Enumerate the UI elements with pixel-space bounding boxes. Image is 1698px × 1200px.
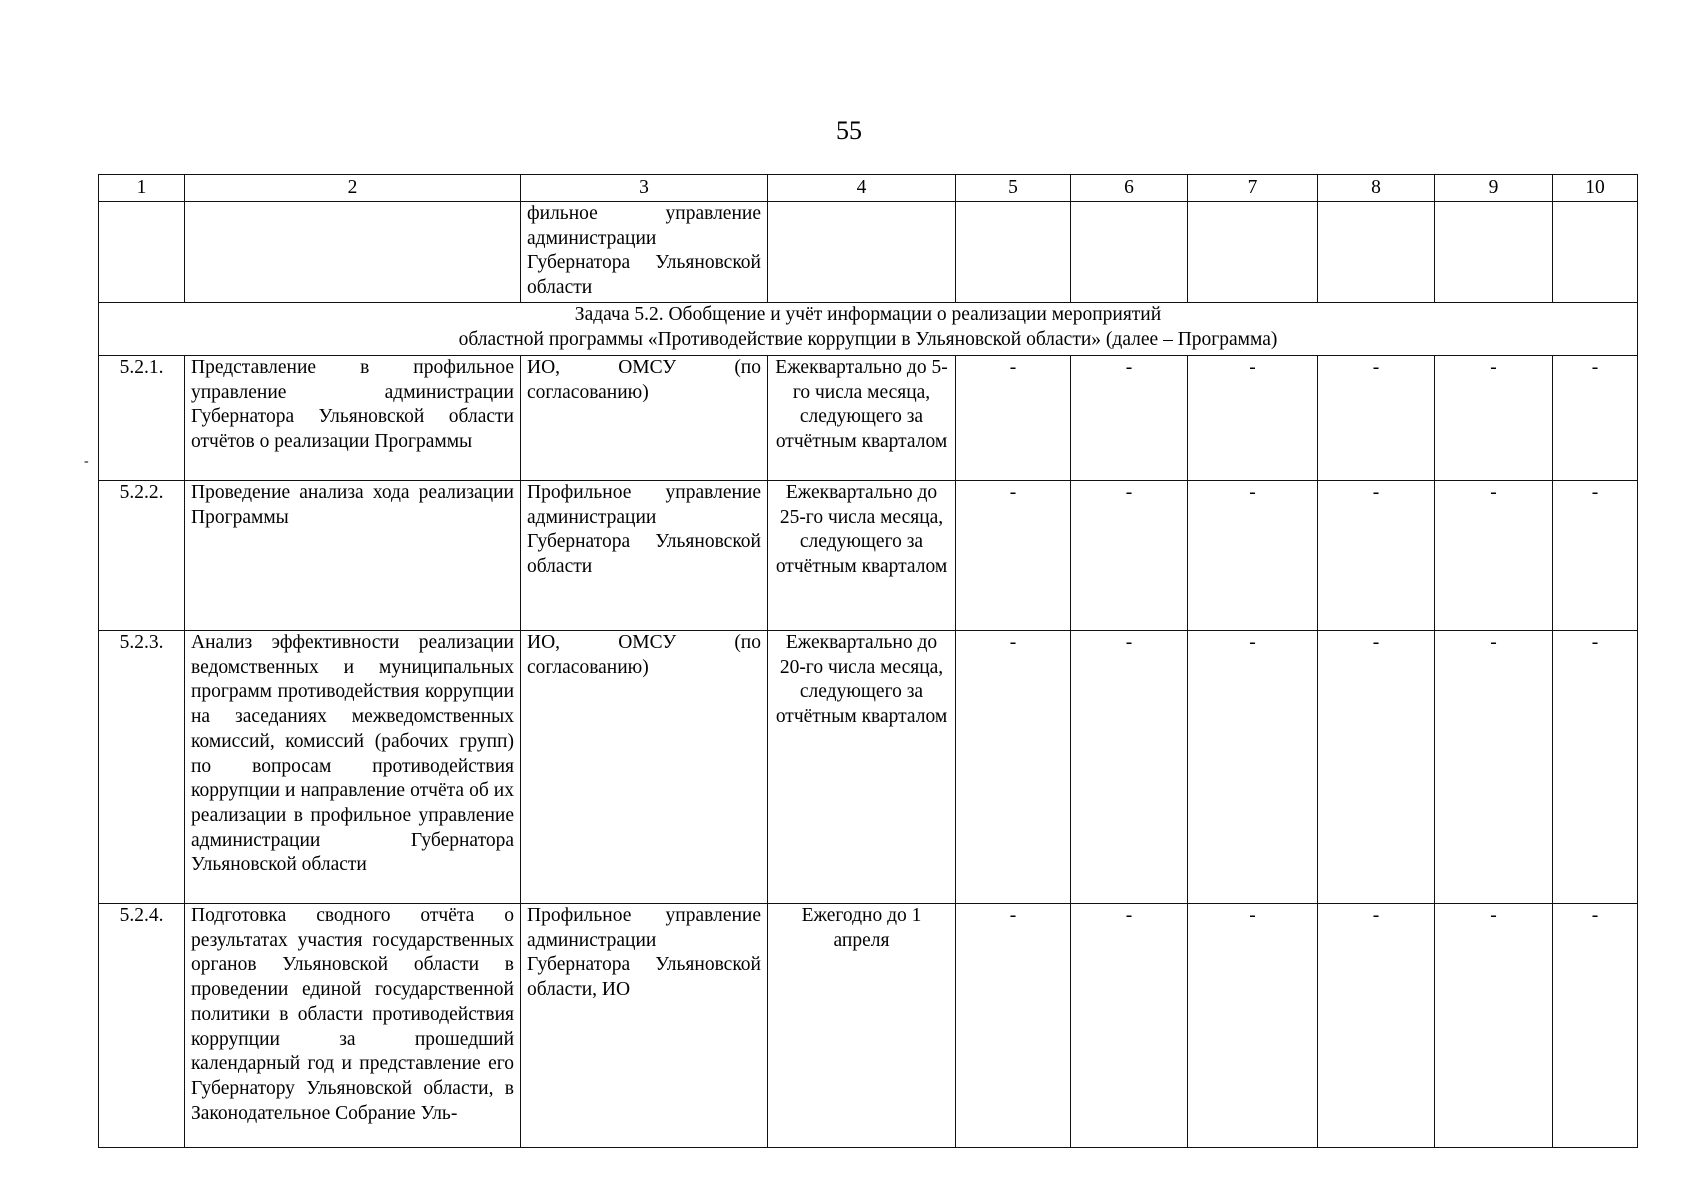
table-cell <box>1553 202 1638 303</box>
value-cell: - <box>956 356 1071 481</box>
table-cell <box>956 202 1071 303</box>
executor-cell: ИО, ОМСУ (по согласованию) <box>521 356 768 481</box>
executor-cell: фильное управление администрации Губернатора Ульяновской области <box>521 202 768 303</box>
value-cell: - <box>956 481 1071 631</box>
column-number-cell: 5 <box>956 175 1071 202</box>
executor-cell: Профильное управление администрации Губернатора Ульяновской области <box>521 481 768 631</box>
table-row <box>99 356 1638 481</box>
value-cell: - <box>1188 631 1318 904</box>
column-number-header-row <box>99 175 1638 202</box>
deadline-cell: Ежеквартально до 5-го числа месяца, следующего за отчётным кварталом <box>768 356 956 481</box>
column-number-cell: 9 <box>1435 175 1553 202</box>
column-number-cell: 3 <box>521 175 768 202</box>
value-cell: - <box>1435 631 1553 904</box>
value-cell: - <box>1071 631 1188 904</box>
value-cell: - <box>1553 631 1638 904</box>
column-number-cell: 6 <box>1071 175 1188 202</box>
page-number: 55 <box>836 116 862 145</box>
value-cell: - <box>1318 631 1435 904</box>
table-row <box>99 904 1638 1148</box>
row-number: 5.2.1. <box>99 356 185 481</box>
value-cell: - <box>1318 481 1435 631</box>
table-row <box>99 631 1638 904</box>
table-cell <box>1435 202 1553 303</box>
value-cell: - <box>1553 481 1638 631</box>
value-cell: - <box>956 904 1071 1148</box>
task-heading-line: областной программы «Противодействие коррупции в Ульяновской области» (далее – Программа) <box>458 328 1278 350</box>
task-heading-row <box>99 303 1638 356</box>
table-row <box>99 481 1638 631</box>
value-cell: - <box>1318 356 1435 481</box>
activity-cell: Проведение анализа хода реализации Программы <box>185 481 521 631</box>
scan-speck: - <box>84 454 89 469</box>
deadline-cell: Ежегодно до 1 апреля <box>768 904 956 1148</box>
column-number-cell: 1 <box>99 175 185 202</box>
task-heading-line: Задача 5.2. Обобщение и учёт информации о реализации мероприятий <box>574 304 1162 325</box>
deadline-cell: Ежеквартально до 20-го числа месяца, следующего за отчётным кварталом <box>768 631 956 904</box>
value-cell: - <box>1553 904 1638 1148</box>
table-cell <box>1188 202 1318 303</box>
column-number-cell: 4 <box>768 175 956 202</box>
table-cell <box>99 202 185 303</box>
table-cell <box>768 202 956 303</box>
value-cell: - <box>1071 356 1188 481</box>
value-cell: - <box>1188 904 1318 1148</box>
column-number-cell: 2 <box>185 175 521 202</box>
activity-cell: Подготовка сводного отчёта о результатах участия государственных органов Ульяновской области в проведении единой государственной политики в области противодействия коррупции за прошедший календарный год и представление его Губернатору Ульяновской области, в Законодательное Собрание Уль- <box>185 904 521 1148</box>
deadline-cell: Ежеквартально до 25-го числа месяца, следующего за отчётным кварталом <box>768 481 956 631</box>
column-number-cell: 8 <box>1318 175 1435 202</box>
task-heading <box>99 303 1638 356</box>
row-number: 5.2.3. <box>99 631 185 904</box>
value-cell: - <box>1188 481 1318 631</box>
activity-cell: Анализ эффективности реализации ведомственных и муниципальных программ противодействия коррупции на заседаниях межведомственных комиссий, комиссий (рабочих групп) по вопросам противодействия коррупции и направление отчёта об их реализации в профильное управление администрации Губернатора Ульяновской области <box>185 631 521 904</box>
value-cell: - <box>956 631 1071 904</box>
value-cell: - <box>1553 356 1638 481</box>
activities-table <box>98 174 1638 1148</box>
value-cell: - <box>1435 904 1553 1148</box>
activity-cell: Представление в профильное управление администрации Губернатора Ульяновской области отчётов о реализации Программы <box>185 356 521 481</box>
row-number: 5.2.2. <box>99 481 185 631</box>
value-cell: - <box>1071 904 1188 1148</box>
value-cell: - <box>1071 481 1188 631</box>
column-number-cell: 7 <box>1188 175 1318 202</box>
continuation-row <box>99 202 1638 303</box>
table-cell <box>1071 202 1188 303</box>
table-cell <box>185 202 521 303</box>
column-number-cell: 10 <box>1553 175 1638 202</box>
executor-cell: ИО, ОМСУ (по согласованию) <box>521 631 768 904</box>
value-cell: - <box>1435 356 1553 481</box>
executor-cell: Профильное управление администрации Губернатора Ульяновской области, ИО <box>521 904 768 1148</box>
table-cell <box>1318 202 1435 303</box>
value-cell: - <box>1188 356 1318 481</box>
value-cell: - <box>1435 481 1553 631</box>
row-number: 5.2.4. <box>99 904 185 1148</box>
value-cell: - <box>1318 904 1435 1148</box>
